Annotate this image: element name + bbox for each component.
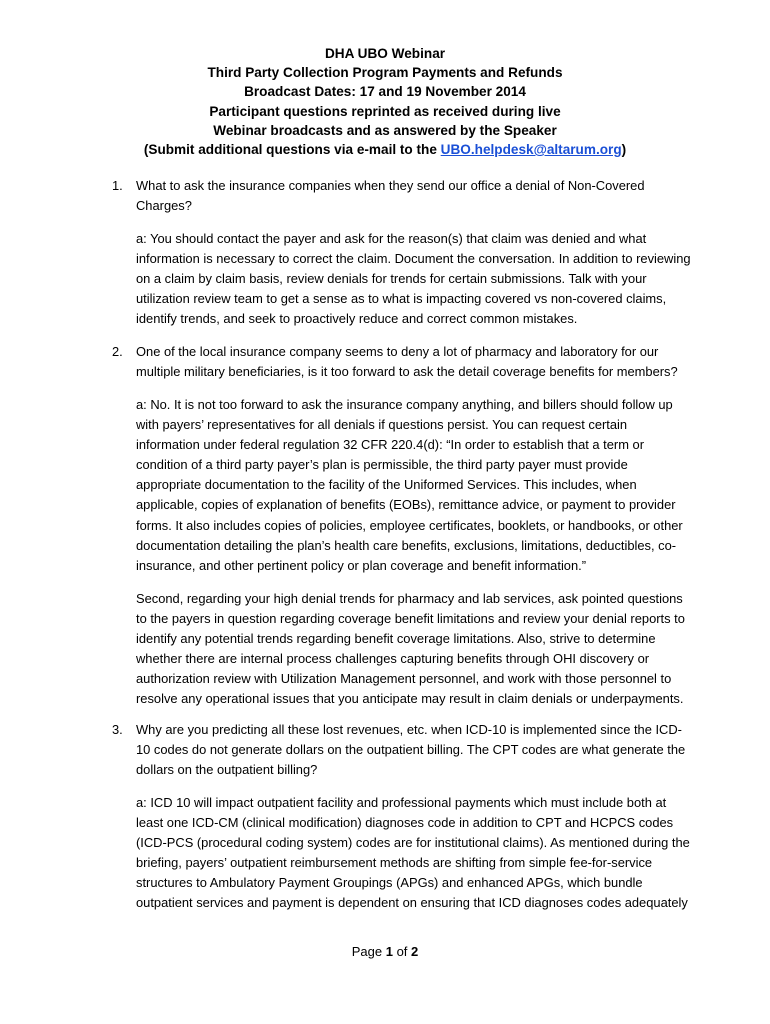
question-number: 2.: [112, 344, 123, 359]
question-text: What to ask the insurance companies when they send our office a denial of Non-Covered Charges?: [136, 178, 645, 214]
current-page-number: 1: [385, 944, 393, 959]
submit-prefix: (Submit additional questions via e-mail to the: [143, 142, 441, 158]
document-header: [0, 44, 770, 159]
header-broadcast-dates: Broadcast Dates: 17 and 19 November 2014: [244, 84, 526, 100]
helpdesk-email-link[interactable]: UBO.helpdesk@altarum.org: [440, 142, 622, 158]
of-word: of: [396, 944, 408, 959]
total-page-count: 2: [411, 944, 419, 959]
page-word: Page: [351, 944, 383, 959]
header-submit-line: [0, 140, 770, 159]
header-note-line-1: Participant questions reprinted as received during live: [209, 103, 561, 119]
question-text: One of the local insurance company seems to deny a lot of pharmacy and laboratory for our multiple military beneficiaries, is it too forward to ask the detail coverage benefits for members?: [136, 344, 678, 380]
question-number: 3.: [112, 722, 123, 737]
question-text: Why are you predicting all these lost revenues, etc. when ICD-10 is implemented since the ICD-10 codes do not generate dollars on the outpatient billing. The CPT codes are what generate the dollars on the outpatient billing?: [136, 722, 686, 778]
page-footer: [0, 944, 770, 959]
header-title: DHA UBO Webinar: [324, 46, 446, 61]
header-note-line-2: Webinar broadcasts and as answered by the Speaker: [213, 122, 557, 138]
answer-paragraph: Second, regarding your high denial trends for pharmacy and lab services, ask pointed questions to the payers in question regarding coverage benefit limitations and review your denial reports to identify any potential trends regarding benefit coverage limitations. Also, strive to determine whether there are internal process challenges capturing benefits through OHI discovery or authorization review with Utilization Management personnel, and work with those personnel to resolve any operational issues that you anticipate may result in claim denials or underpayments.: [136, 591, 685, 707]
submit-suffix: ): [621, 142, 627, 158]
question-number: 1.: [112, 178, 123, 193]
header-subtitle: Third Party Collection Program Payments and Refunds: [207, 65, 563, 81]
answer-paragraph: a: No. It is not too forward to ask the insurance company anything, and billers should follow up with payers’ representatives for all denials if questions persist. You can request certain information under federal regulation 32 CFR 220.4(d): “In order to establish that a term or condition of a third party payer’s plan is permissible, the third party payer must provide appropriate documentation to the facility of the Uniformed Services. This includes, when applicable, copies of explanation of benefits (EOBs), remittance advice, or payment to provider forms. It also includes copies of policies, employee certificates, booklets, or handbooks, or other documentation detailing the plan’s health care benefits, exclusions, limitations, deductibles, co-insurance, and other pertinent policy or plan coverage and benefit information.”: [136, 397, 683, 573]
answer-paragraph: a: ICD 10 will impact outpatient facility and professional payments which must include both at least one ICD-CM (clinical modification) diagnoses code in addition to CPT and HCPCS codes (ICD-PCS (procedural coding system) codes are for institutional claims). As mentioned during the briefing, payers’ outpatient reimbursement methods are shifting from simple fee-for-service structures to Ambulatory Payment Groupings (APGs) and enhanced APGs, which bundle outpatient services and payment is dependent on ensuring that ICD diagnoses codes adequately: [136, 795, 690, 911]
answer-paragraph: a: You should contact the payer and ask for the reason(s) that claim was denied and what information is necessary to correct the claim. Document the conversation. In addition to reviewing on a claim by claim basis, review denials for trends for certain submissions. Talk with your utilization review team to get a sense as to what is impacting covered vs non-covered claims, identify trends, and seek to proactively reduce and correct common mistakes.: [136, 231, 691, 327]
